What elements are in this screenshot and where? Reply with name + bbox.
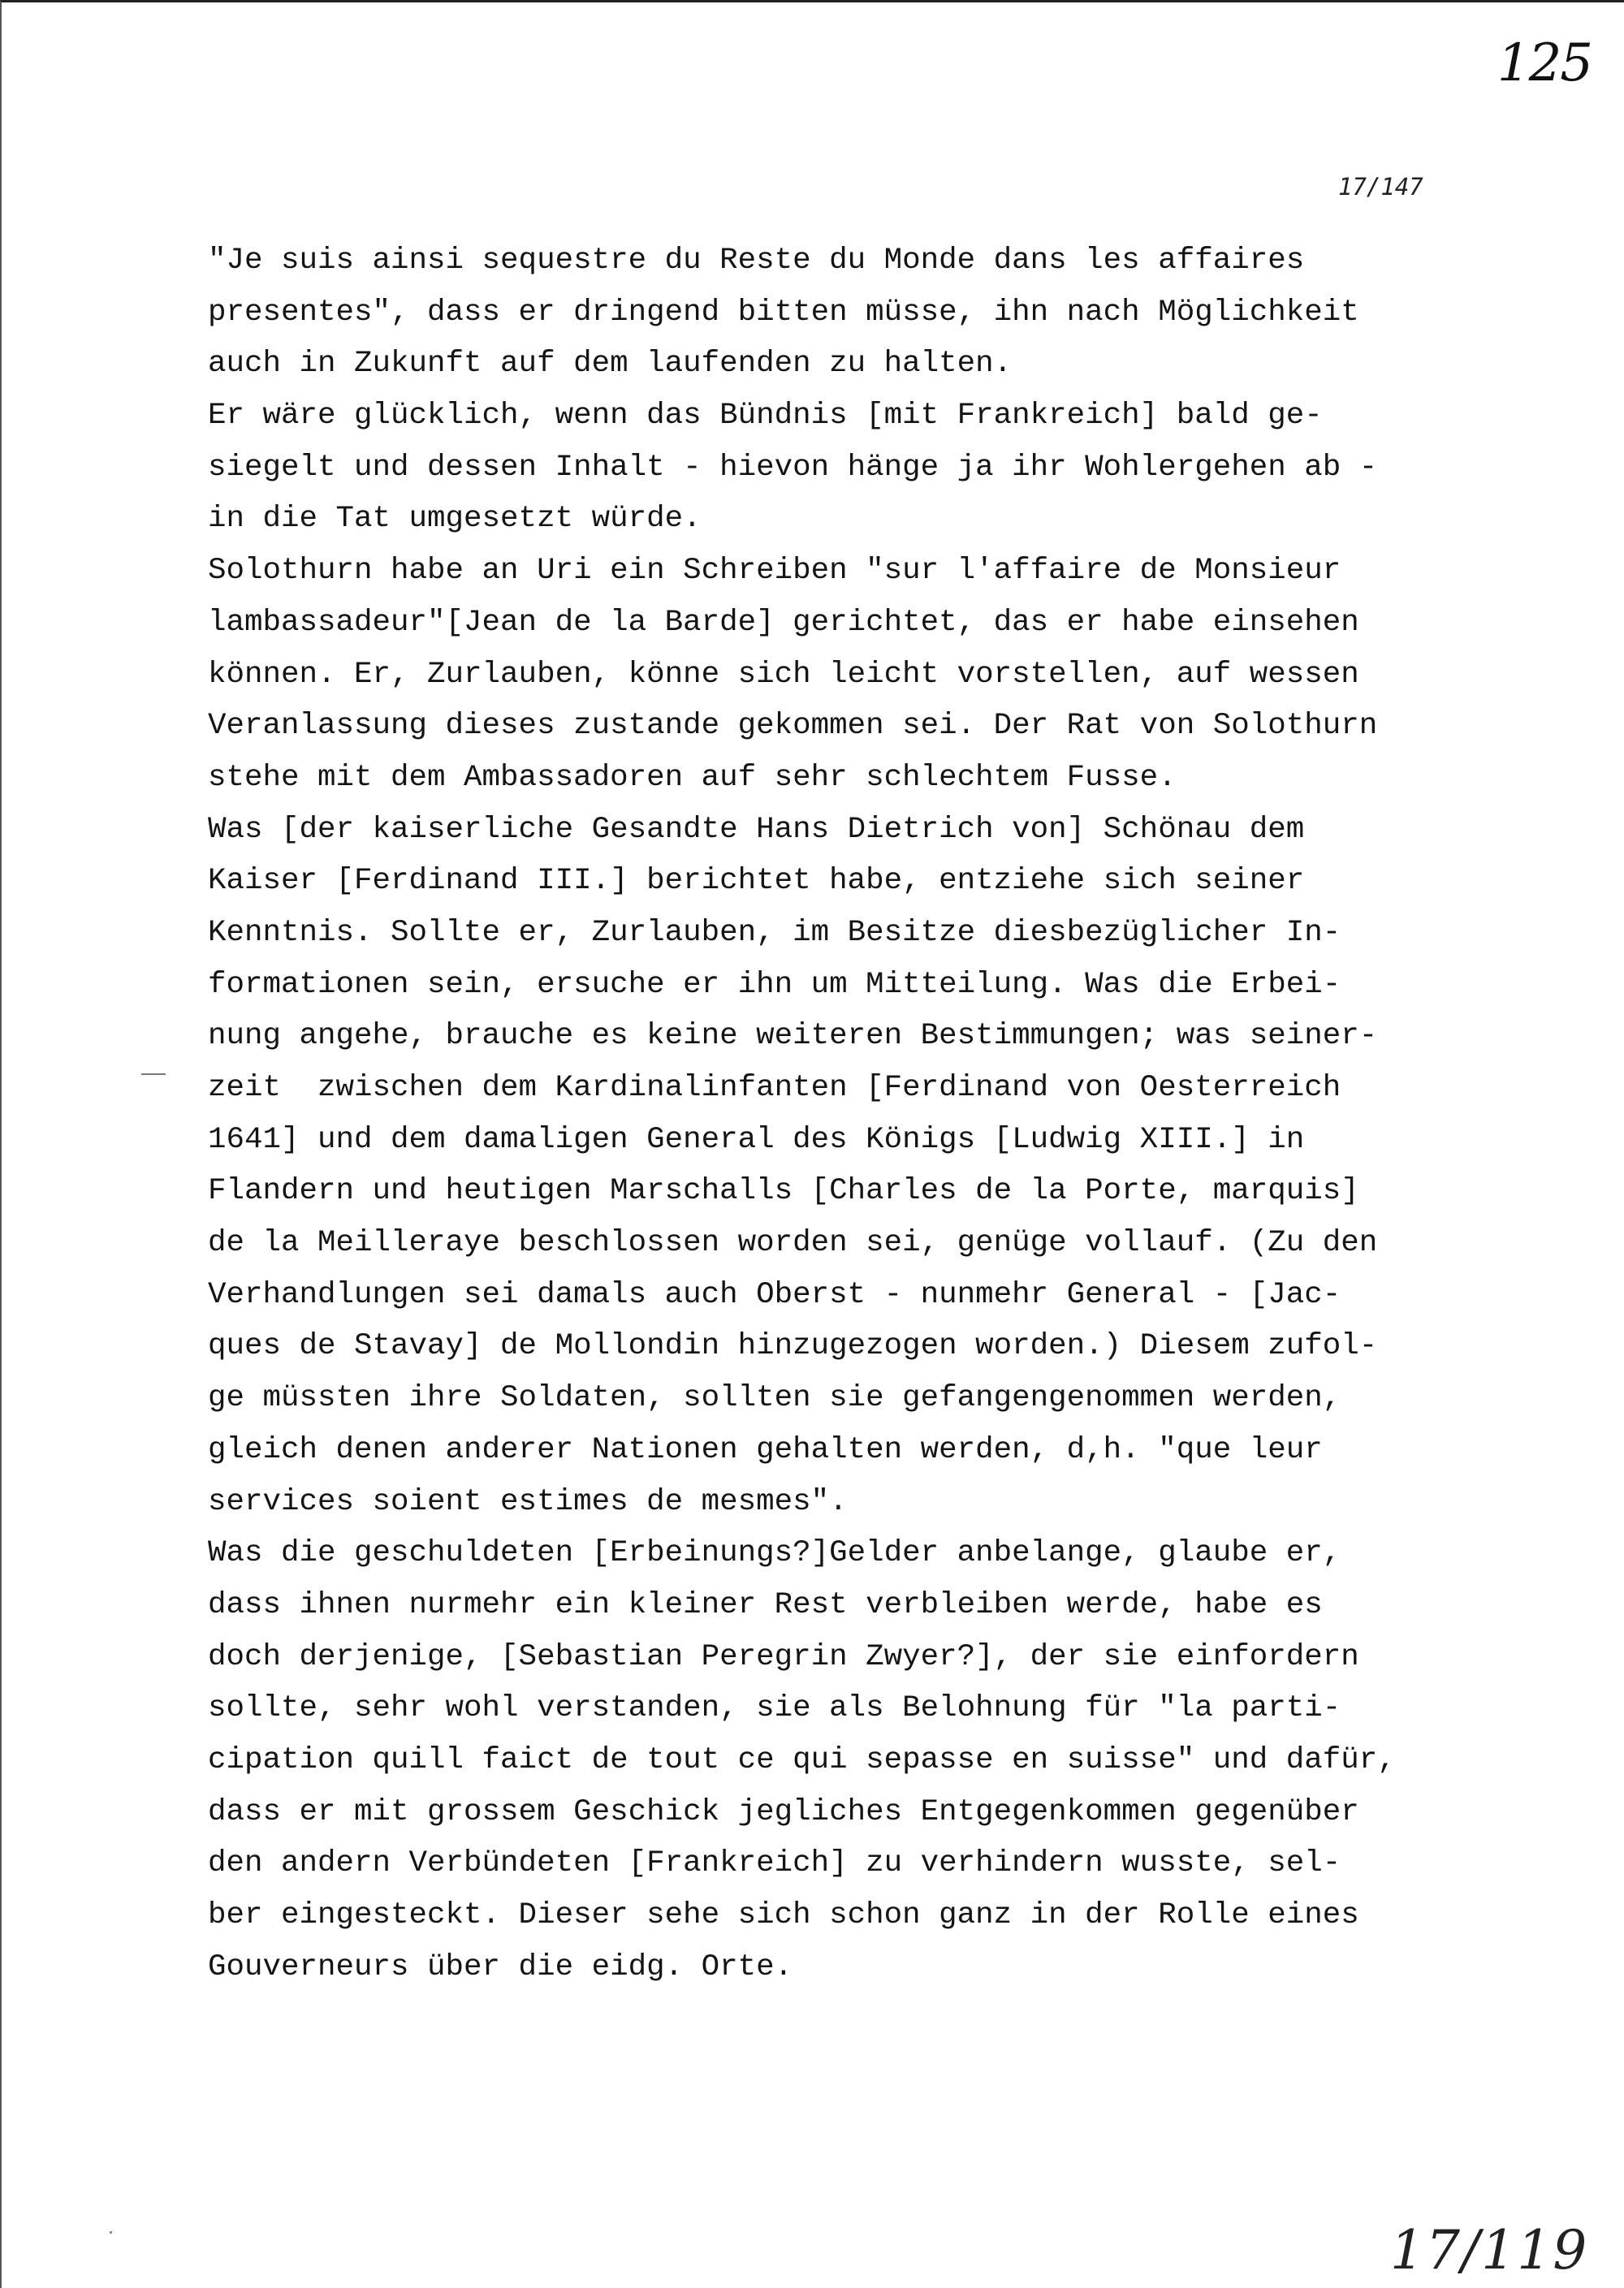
text-line: ber eingesteckt. Dieser sehe sich schon ganz in der Rolle eines (208, 1898, 1359, 1932)
text-line: auch in Zukunft auf dem laufenden zu halten. (208, 347, 1013, 382)
text-line: 1641] und dem damaligen General des Königs [Ludwig XIII.] in (208, 1122, 1305, 1157)
text-line: dass ihnen nurmehr ein kleiner Rest verbleiben werde, habe es (208, 1587, 1323, 1622)
text-line: Gouverneurs über die eidg. Orte. (208, 1949, 793, 1984)
text-line: können. Er, Zurlauben, könne sich leicht vorstellen, auf wessen (208, 657, 1359, 692)
text-line: nung angehe, brauche es keine weiteren Bestimmungen; was seiner- (208, 1019, 1378, 1054)
text-line: Solothurn habe an Uri ein Schreiben "sur l'affaire de Monsieur (208, 554, 1341, 589)
text-line: in die Tat umgesetzt würde. (208, 502, 702, 537)
text-line: dass er mit grossem Geschick jegliches Entgegenkommen gegenüber (208, 1794, 1359, 1829)
text-line: den andern Verbündeten [Frankreich] zu verhindern wusste, sel- (208, 1846, 1341, 1881)
text-line: doch derjenige, [Sebastian Peregrin Zwyer?], der sie einfordern (208, 1639, 1359, 1674)
text-line: sollte, sehr wohl verstanden, sie als Belohnung für "la parti- (208, 1691, 1341, 1726)
text-line: zeit zwischen dem Kardinalinfanten [Ferdinand von Oesterreich (208, 1071, 1341, 1105)
text-line: Verhandlungen sei damals auch Oberst - nunmehr General - [Jac- (208, 1277, 1341, 1312)
text-line: services soient estimes de mesmes". (208, 1484, 848, 1519)
text-line: Kaiser [Ferdinand III.] berichtet habe, entziehe sich seiner (208, 864, 1305, 899)
text-line: Kenntnis. Sollte er, Zurlauben, im Besitze diesbezüglicher In- (208, 915, 1341, 950)
text-line: Er wäre glücklich, wenn das Bündnis [mit Frankreich] bald ge- (208, 399, 1323, 434)
archive-stamp-number: 125 (1497, 33, 1592, 93)
page-number: 17/147 (1338, 173, 1423, 201)
text-line: ques de Stavay] de Mollondin hinzugezogen worden.) Diesem zufol- (208, 1329, 1378, 1364)
text-line: "Je suis ainsi sequestre du Reste du Monde dans les affaires (208, 244, 1305, 278)
text-line: Was [der kaiserliche Gesandte Hans Dietrich von] Schönau dem (208, 812, 1305, 847)
text-line: siegelt und dessen Inhalt - hievon hänge ja ihr Wohlergehen ab - (208, 450, 1378, 485)
text-line: cipation quill faict de tout ce qui sepasse en suisse" und dafür, (208, 1742, 1396, 1777)
text-line: ge müssten ihre Soldaten, sollten sie gefangengenommen werden, (208, 1381, 1341, 1416)
text-line: lambassadeur"[Jean de la Barde] gerichtet, das er habe einsehen (208, 605, 1359, 640)
text-line: Was die geschuldeten [Erbeinungs?]Gelder anbelange, glaube er, (208, 1536, 1341, 1571)
text-line: Flandern und heutigen Marschalls [Charles de la Porte, marquis] (208, 1174, 1359, 1209)
scan-speck (110, 2231, 112, 2234)
archive-reference-stamp: 17/119 (1390, 2219, 1589, 2282)
document-body (208, 235, 1556, 1993)
text-line: Veranlassung dieses zustande gekommen sei. Der Rat von Solothurn (208, 709, 1378, 744)
margin-mark (141, 1073, 166, 1075)
text-line: formationen sein, ersuche er ihn um Mitteilung. Was die Erbei- (208, 967, 1341, 1002)
text-line: presentes", dass er dringend bitten müsse, ihn nach Möglichkeit (208, 295, 1359, 330)
text-line: gleich denen anderer Nationen gehalten werden, d,h. "que leur (208, 1432, 1323, 1467)
text-line: stehe mit dem Ambassadoren auf sehr schlechtem Fusse. (208, 760, 1177, 795)
text-line: de la Meilleraye beschlossen worden sei, genüge vollauf. (Zu den (208, 1226, 1378, 1261)
